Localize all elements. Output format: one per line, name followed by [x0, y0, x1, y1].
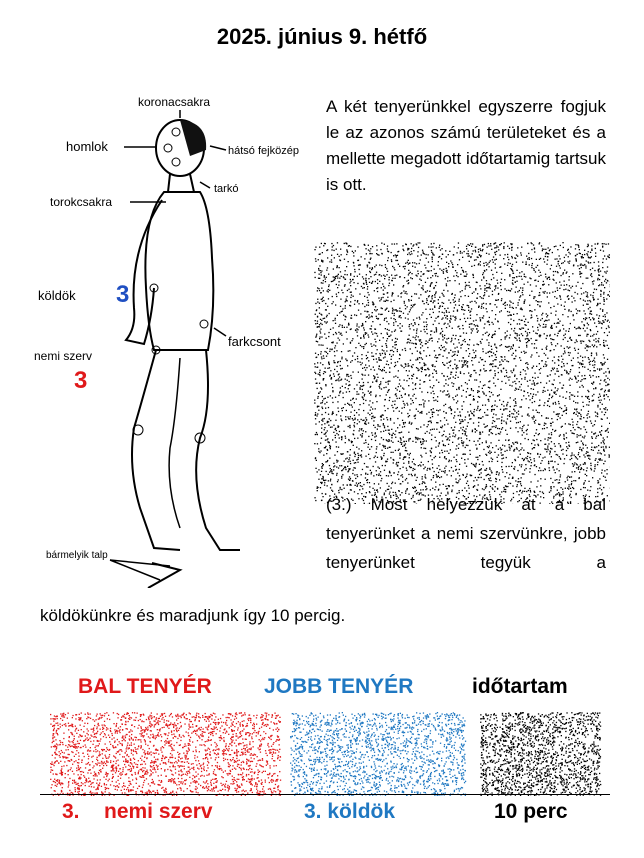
label-crown: koronacsakra — [138, 95, 211, 109]
value-right-palm: 3. köldök — [304, 800, 396, 823]
step-paragraph: (3.) Most helyezzük át a bal tenyerünket a nemi szervünkre, jobb tenyerünket tegyük a — [326, 495, 606, 572]
noise-red — [50, 712, 281, 796]
page-title: 2025. június 9. hétfő — [216, 24, 428, 49]
noise-black — [480, 712, 601, 796]
label-tailbone: farkcsont — [228, 334, 281, 349]
label-genital: nemi szerv — [34, 349, 93, 363]
header-right-palm: JOBB TENYÉR — [264, 675, 414, 698]
noise-blue — [290, 712, 466, 796]
label-throat: torokcsakra — [50, 195, 113, 209]
value-left-number: 3. — [62, 800, 80, 823]
label-back-head: hátsó fejközép — [228, 145, 299, 157]
value-left-palm: nemi szerv — [104, 800, 213, 823]
noise-pattern — [314, 242, 610, 504]
label-sole: bármelyik talp — [46, 550, 108, 561]
redacted-row — [50, 712, 610, 796]
navel-number: 3 — [116, 281, 130, 308]
intro-paragraph: A két tenyerünkkel egyszerre fogjuk le az azonos számú területeket és a mellette megadott időtartamig tartsuk is ott. — [326, 97, 606, 194]
redacted-area — [314, 242, 610, 504]
label-nape: tarkó — [214, 183, 239, 195]
table-rule — [40, 794, 610, 795]
body-diagram — [30, 88, 320, 588]
label-forehead: homlok — [66, 139, 108, 154]
step-paragraph-continued: köldökünkre és maradjunk így 10 percig. — [40, 606, 346, 625]
body-figure — [30, 88, 320, 588]
header-left-palm: BAL TENYÉR — [78, 675, 212, 698]
header-duration: időtartam — [472, 675, 568, 698]
genital-number: 3 — [74, 367, 88, 394]
value-duration: 10 perc — [494, 800, 568, 823]
label-navel: köldök — [38, 288, 76, 303]
